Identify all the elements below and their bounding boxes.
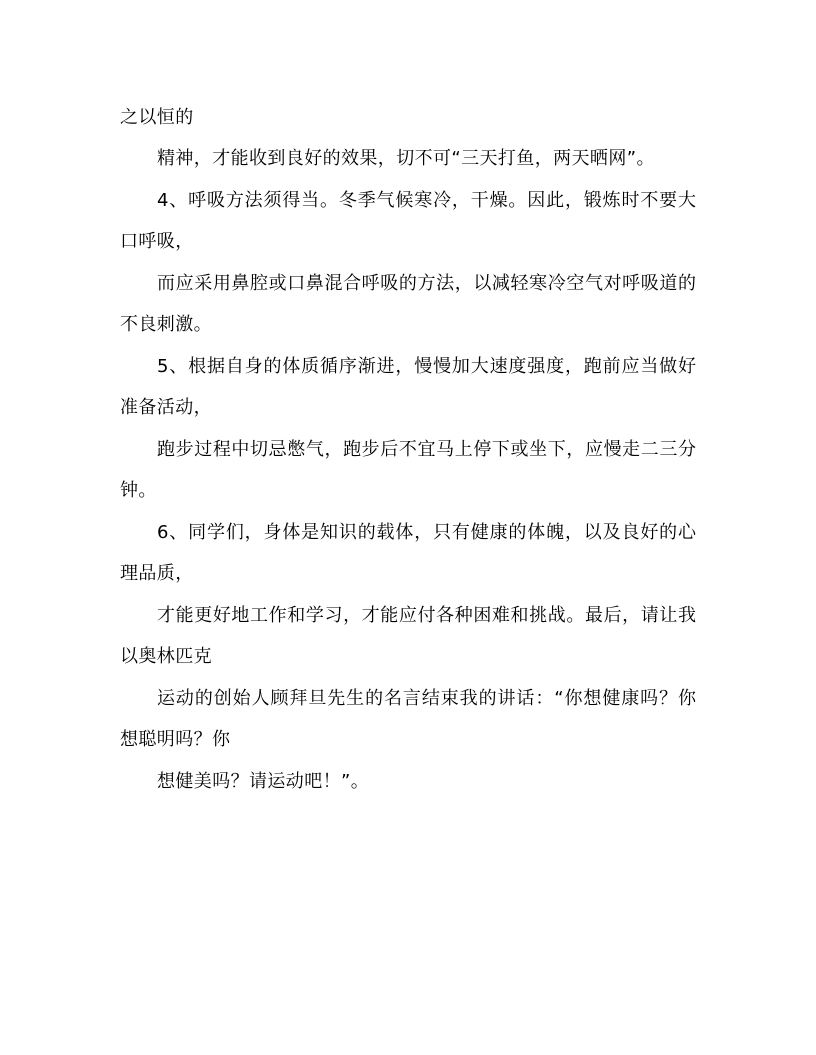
text-line: 6、同学们，身体是知识的载体，只有健康的体魄，以及良好的心 (157, 522, 696, 543)
text-line: 精神，才能收到良好的效果，切不可“三天打鱼，两天晒网”。 (157, 148, 655, 169)
text-line: 而应采用鼻腔或口鼻混合呼吸的方法，以减轻寒冷空气对呼吸道的 (157, 273, 696, 294)
text-line: 钟。 (120, 480, 157, 501)
text-line: 4、呼吸方法须得当。冬季气候寒冷，干燥。因此，锻炼时不要大 (157, 190, 696, 211)
text-line: 不良刺激。 (120, 314, 212, 335)
text-line: 才能更好地工作和学习，才能应付各种困难和挑战。最后，请让我 (157, 605, 696, 626)
text-line: 想健美吗？请运动吧！”。 (157, 771, 370, 792)
text-line: 以奥林匹克 (120, 646, 212, 667)
text-line: 准备活动， (120, 397, 212, 418)
text-line: 5、根据自身的体质循序渐进，慢慢加大速度强度，跑前应当做好 (157, 356, 696, 377)
text-line: 口呼吸， (120, 231, 194, 252)
text-line: 理品质， (120, 563, 194, 584)
text-line: 之以恒的 (120, 107, 194, 128)
text-line: 想聪明吗？你 (120, 729, 231, 750)
text-line: 运动的创始人顾拜旦先生的名言结束我的讲话：“你想健康吗？你 (157, 688, 696, 709)
text-line: 跑步过程中切忌憋气，跑步后不宜马上停下或坐下，应慢走二三分 (157, 439, 696, 460)
